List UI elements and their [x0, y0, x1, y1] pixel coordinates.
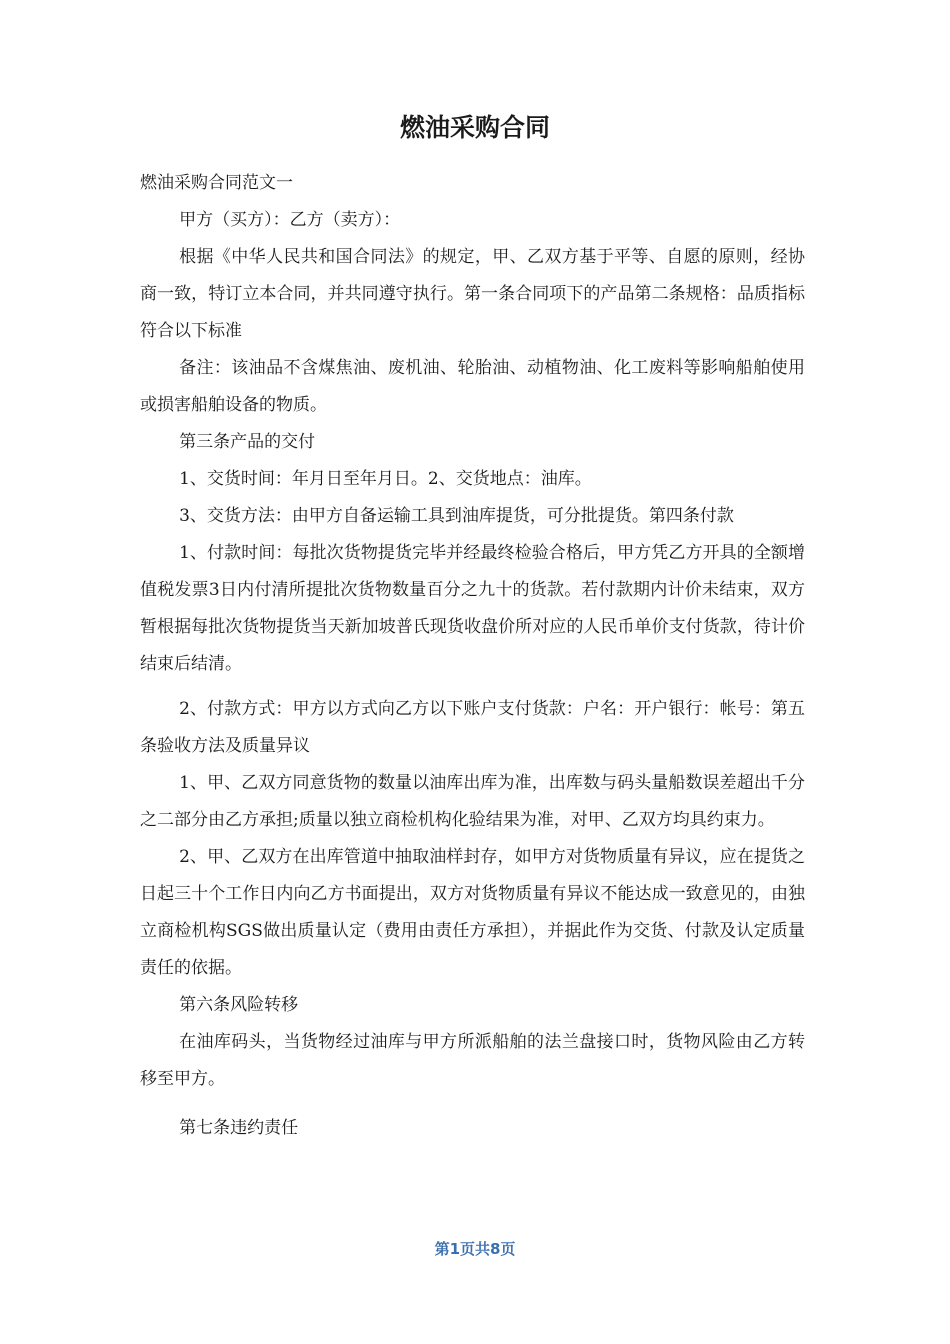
paragraph-delivery-time: 1、交货时间：年月日至年月日。2、交货地点：油库。: [179, 469, 592, 489]
page-number: 第1页共8页: [434, 1240, 516, 1258]
paragraph-acceptance-1: 1、甲、乙双方同意货物的数量以油库出库为准，出库数与码头量船数误差超出千分之二部分由乙方承担;质量以独立商检机构化验结果为准，对甲、乙双方均具约束力。: [140, 773, 805, 830]
document-body: [140, 165, 805, 1147]
article-6-heading: 第六条风险转移: [179, 995, 299, 1015]
document-title: 燃油采购合同: [399, 113, 550, 142]
paragraph-acceptance-2: 2、甲、乙双方在出库管道中抽取油样封存，如甲方对货物质量有异议，应在提货之日起三十个工作日内向乙方书面提出，双方对货物质量有异议不能达成一致意见的，由独立商检机构SGS做出质量认定（费用由责任方承担），并据此作为交货、付款及认定质量责任的依据。: [140, 847, 805, 978]
paragraph-preamble: 根据《中华人民共和国合同法》的规定，甲、乙双方基于平等、自愿的原则，经协商一致，特订立本合同，并共同遵守执行。第一条合同项下的产品第二条规格：品质指标符合以下标准: [140, 247, 805, 341]
article-7-heading: 第七条违约责任: [179, 1118, 299, 1138]
paragraph-parties: 甲方（买方）：乙方（卖方）：: [179, 210, 401, 230]
paragraph-remark: 备注：该油品不含煤焦油、废机油、轮胎油、动植物油、化工废料等影响船舶使用或损害船舶设备的物质。: [140, 358, 805, 415]
paragraph-delivery-method: 3、交货方法：由甲方自备运输工具到油库提货，可分批提货。第四条付款: [179, 506, 734, 526]
section-heading: 燃油采购合同范文一: [140, 173, 293, 193]
article-3-heading: 第三条产品的交付: [179, 432, 316, 452]
paragraph-risk-transfer: 在油库码头，当货物经过油库与甲方所派船舶的法兰盘接口时，货物风险由乙方转移至甲方。: [140, 1032, 805, 1089]
paragraph-payment-time: 1、付款时间：每批次货物提货完毕并经最终检验合格后，甲方凭乙方开具的全额增值税发票3日内付清所提批次货物数量百分之九十的货款。若付款期内计价未结束，双方暂根据每批次货物提货当天新加坡普氏现货收盘价所对应的人民币单价支付货款，待计价结束后结清。: [140, 543, 805, 674]
paragraph-payment-method: 2、付款方式：甲方以方式向乙方以下账户支付货款：户名：开户银行：帐号：第五条验收方法及质量异议: [140, 699, 805, 756]
